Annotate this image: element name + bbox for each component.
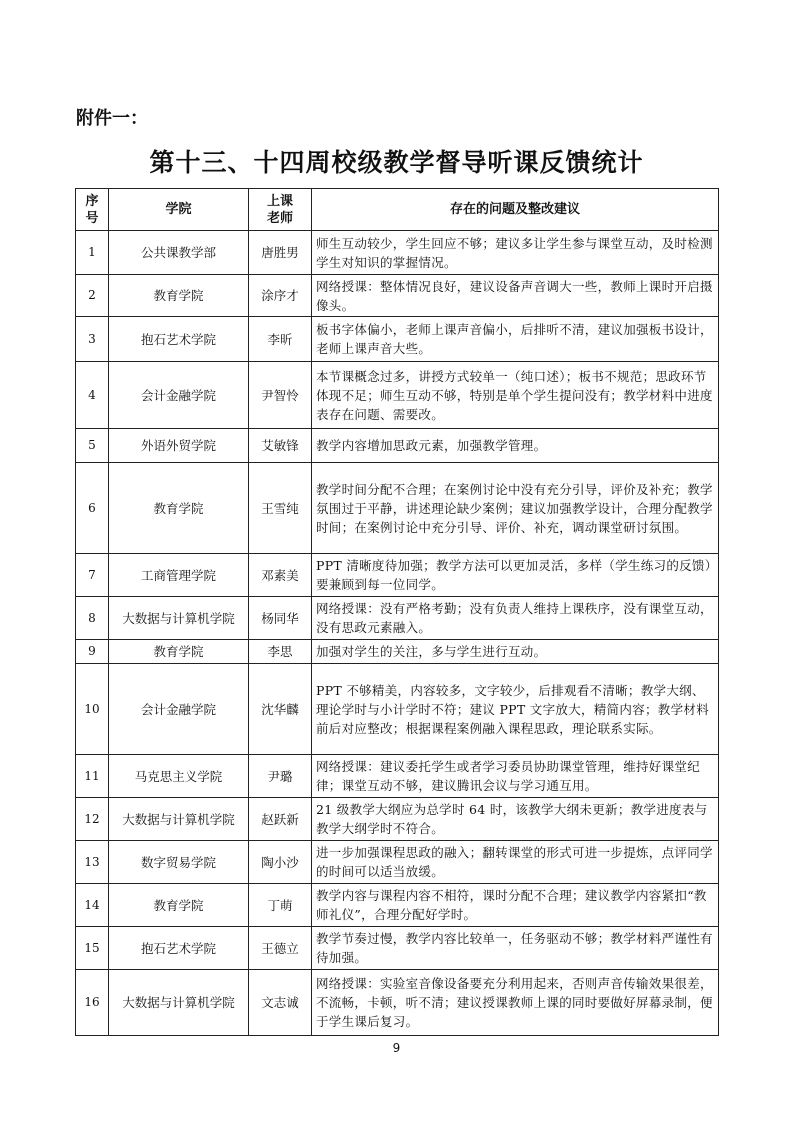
row-college: 教育学院: [109, 463, 249, 554]
row-comment: 进一步加强课程思政的融入；翻转课堂的形式可进一步提炼，点评同学的时间可以适当放缓。: [312, 841, 719, 884]
row-college: 抱石艺术学院: [109, 927, 249, 970]
header-no: 序号: [76, 189, 109, 231]
row-number: 2: [76, 275, 109, 317]
row-college: 数字贸易学院: [109, 841, 249, 884]
table-row: [76, 231, 719, 275]
row-number: 14: [76, 884, 109, 927]
row-number: 12: [76, 798, 109, 841]
row-comment: 网络授课：建议委托学生或者学习委员协助课堂管理，维持好课堂纪律；课堂互动不够，建议腾讯会议与学习通互用。: [312, 755, 719, 798]
row-college: 教育学院: [109, 640, 249, 664]
row-comment: 本节课概念过多，讲授方式较单一（纯口述）；板书不规范；思政环节体现不足；师生互动不够，特别是单个学生提问没有；教学材料中进度表存在问题、需要改。: [312, 362, 719, 429]
row-teacher: 邓素美: [249, 554, 312, 597]
row-number: 16: [76, 970, 109, 1036]
page-title: 第十三、十四周校级教学督导听课反馈统计: [149, 148, 644, 177]
row-comment: 教学内容增加思政元素，加强教学管理。: [312, 429, 719, 463]
row-number: 8: [76, 597, 109, 640]
row-comment: 加强对学生的关注，多与学生进行互动。: [312, 640, 719, 664]
row-teacher: 杨同华: [249, 597, 312, 640]
row-number: 7: [76, 554, 109, 597]
row-teacher: 文志诚: [249, 970, 312, 1036]
row-college: 教育学院: [109, 275, 249, 317]
row-college: 大数据与计算机学院: [109, 798, 249, 841]
table-row: [76, 798, 719, 841]
feedback-table: [75, 188, 719, 1036]
table-row: [76, 275, 719, 317]
header-teacher: 上课老师: [249, 189, 312, 231]
row-comment: 教学节奏过慢，教学内容比较单一，任务驱动不够；教学材料严谨性有待加强。: [312, 927, 719, 970]
row-college: 大数据与计算机学院: [109, 597, 249, 640]
row-comment: 21 级教学大纲应为总学时 64 时，该教学大纲未更新；教学进度表与教学大纲学时不符合。: [312, 798, 719, 841]
row-teacher: 李昕: [249, 317, 312, 362]
row-college: 马克思主义学院: [109, 755, 249, 798]
row-comment: PPT 不够精美，内容较多，文字较少，后排观看不清晰；教学大纲、理论学时与小计学时不符；建议 PPT 文字放大，精简内容；教学材料前后对应整改；根据课程案例融入课程思政，理论联系实际。: [312, 664, 719, 755]
row-number: 9: [76, 640, 109, 664]
row-teacher: 丁萌: [249, 884, 312, 927]
table-row: [76, 841, 719, 884]
table-row: [76, 755, 719, 798]
row-number: 3: [76, 317, 109, 362]
row-comment: 网络授课：实验室音像设备要充分利用起来，否则声音传输效果很差，不流畅，卡顿，听不清；建议授课教师上课的同时要做好屏幕录制，便于学生课后复习。: [312, 970, 719, 1036]
table-row: [76, 970, 719, 1036]
row-teacher: 艾敏锋: [249, 429, 312, 463]
row-number: 4: [76, 362, 109, 429]
row-comment: 教学时间分配不合理；在案例讨论中没有充分引导，评价及补充；教学氛围过于平静，讲述理论缺少案例；建议加强教学设计，合理分配教学时间；在案例讨论中充分引导、评价、补充，调动课堂研讨氛围。: [312, 463, 719, 554]
table-row: [76, 317, 719, 362]
header-college: 学院: [109, 189, 249, 231]
row-comment: 网络授课：整体情况良好，建议设备声音调大一些，教师上课时开启摄像头。: [312, 275, 719, 317]
table-row: [76, 463, 719, 554]
row-comment: 教学内容与课程内容不相符，课时分配不合理；建议教学内容紧扣“教师礼仪”，合理分配好学时。: [312, 884, 719, 927]
row-teacher: 尹璐: [249, 755, 312, 798]
table-row: [76, 664, 719, 755]
row-teacher: 王德立: [249, 927, 312, 970]
attachment-label: 附件一：: [76, 108, 148, 129]
row-teacher: 尹智怜: [249, 362, 312, 429]
table-row: [76, 927, 719, 970]
table-row: [76, 884, 719, 927]
table-row: [76, 640, 719, 664]
row-number: 15: [76, 927, 109, 970]
row-college: 会计金融学院: [109, 664, 249, 755]
row-number: 6: [76, 463, 109, 554]
table-row: [76, 597, 719, 640]
row-college: 外语外贸学院: [109, 429, 249, 463]
row-teacher: 王雪纯: [249, 463, 312, 554]
row-college: 会计金融学院: [109, 362, 249, 429]
row-college: 抱石艺术学院: [109, 317, 249, 362]
row-teacher: 赵跃新: [249, 798, 312, 841]
row-comment: PPT 清晰度待加强；教学方法可以更加灵活，多样（学生练习的反馈）要兼顾到每一位同学。: [312, 554, 719, 597]
row-comment: 板书字体偏小，老师上课声音偏小，后排听不清，建议加强板书设计，老师上课声音大些。: [312, 317, 719, 362]
row-number: 5: [76, 429, 109, 463]
row-teacher: 陶小沙: [249, 841, 312, 884]
row-number: 13: [76, 841, 109, 884]
row-college: 教育学院: [109, 884, 249, 927]
row-comment: 师生互动较少，学生回应不够；建议多让学生参与课堂互动，及时检测学生对知识的掌握情况。: [312, 231, 719, 275]
row-college: 工商管理学院: [109, 554, 249, 597]
row-comment: 网络授课：没有严格考勤；没有负责人维持上课秩序，没有课堂互动，没有思政元素融入。: [312, 597, 719, 640]
row-teacher: 唐胜男: [249, 231, 312, 275]
table-header-row: [76, 189, 719, 231]
table-row: [76, 554, 719, 597]
table-row: [76, 362, 719, 429]
table-row: [76, 429, 719, 463]
row-number: 1: [76, 231, 109, 275]
row-teacher: 涂序才: [249, 275, 312, 317]
row-teacher: 李思: [249, 640, 312, 664]
page-number: 9: [392, 1041, 401, 1055]
row-college: 公共课教学部: [109, 231, 249, 275]
row-number: 11: [76, 755, 109, 798]
row-number: 10: [76, 664, 109, 755]
row-college: 大数据与计算机学院: [109, 970, 249, 1036]
row-teacher: 沈华麟: [249, 664, 312, 755]
header-comment: 存在的问题及整改建议: [312, 189, 719, 231]
